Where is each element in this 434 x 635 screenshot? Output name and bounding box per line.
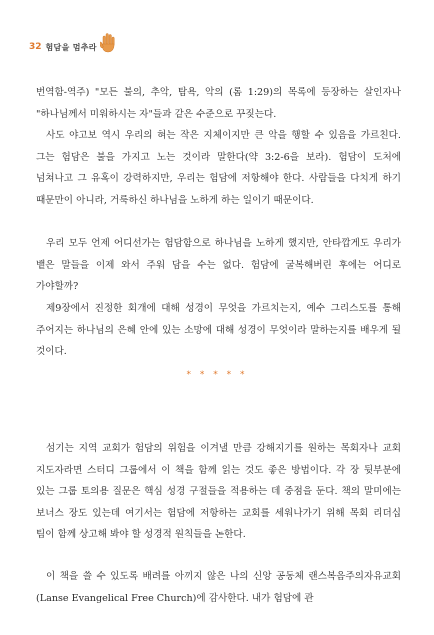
page-number: 32 [29,42,42,52]
paragraph-study-group: 섬기는 지역 교회가 험담의 위험을 이겨낼 만큼 강해지기를 원하는 목회자나 교회 지도자라면 스터디 그룹에서 이 책을 함께 읽는 것도 좋은 방법이다. 각 장 뒷부분에 있는 그룹 토의용 질문은 핵심 성경 구절들을 적용하는 데 중점을 둔다. 책의 말미에는 보너스 장도 있는데 여기서는 험담에 저항하는 교회를 세워나가기 위해 목회 리더십 팀이 함께 상고해 봐야 할 성경적 원칙들을 논한다. [36,443,401,540]
hand-icon [100,32,116,54]
running-title: 험담을 멈추라 [45,42,97,52]
paragraph-question: 우리 모두 언제 어디선가는 험담함으로 하나님을 노하게 했지만, 안타깝게도 우리가 뱉은 말들을 이제 와서 주워 담을 수는 없다. 험담에 굴복해버린 후에는 어디로 가야할까? [36,238,401,292]
paragraph-james: 사도 야고보 역시 우리의 혀는 작은 지체이지만 큰 악을 행할 수 있음을 가르친다. 그는 험담은 불을 가지고 노는 것이라 말한다(약 3:2-6을 보라). 험담이 도처에 넘쳐나고 그 유혹이 강력하지만, 우리는 험담에 저항해야 한다. 사람들을 다치게 하기 때문만이 아니라, 거룩하신 하나님을 노하게 하는 일이기 때문이다. [36,130,401,206]
paragraph-continued: 번역함-역주) "모든 불의, 추악, 탐욕, 악의 (롬 1:29)의 목록에 등장하는 살인자나 "하나님께서 미워하시는 자"들과 같은 수준으로 꾸짖는다. [36,87,401,120]
paragraph-acknowledgment: 이 책을 쓸 수 있도록 배려를 아끼지 않은 나의 신앙 공동체 랜스복음주의자유교회(Lanse Evangelical Free Church)에 감사한다. 내가 험담에 관 [36,571,401,604]
section-divider: * * * * * [186,370,248,380]
paragraph-chapter-9: 제9장에서 진정한 회개에 대해 성경이 무엇을 가르치는지, 예수 그리스도를 통해 주어지는 하나님의 은혜 안에 있는 소망에 대해 성경이 무엇이라 말하는지를 배우게 될 것이다. [36,303,401,357]
running-header [29,36,116,58]
